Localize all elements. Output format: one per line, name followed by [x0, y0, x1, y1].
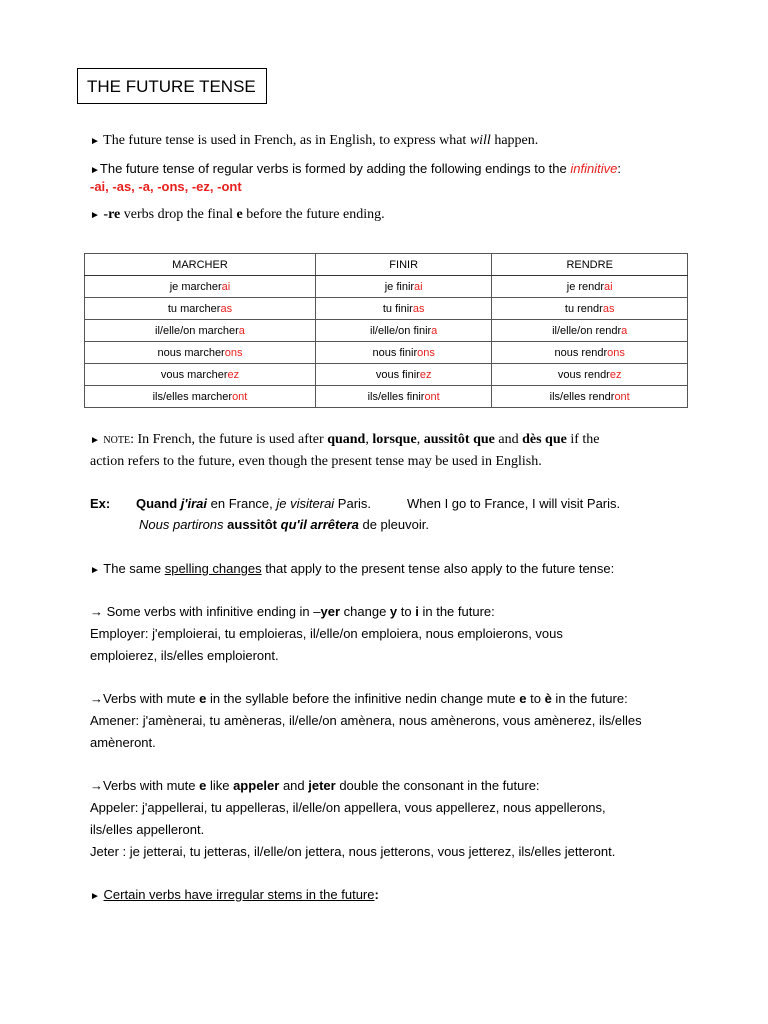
verb-ending: a — [431, 324, 438, 337]
table-row — [85, 298, 688, 320]
verb-ending: ai — [604, 280, 613, 293]
conjugation-table — [84, 253, 688, 408]
verb-ending: ez — [227, 368, 240, 381]
verb-ending: a — [238, 324, 245, 337]
table-cell — [492, 320, 688, 342]
verb-stem: nous rendr — [554, 346, 608, 359]
bullet-icon: ► — [90, 891, 100, 902]
table-cell — [315, 276, 491, 298]
table-header-row — [85, 254, 688, 276]
example-label: Ex: — [90, 496, 111, 511]
verb-ending: ons — [224, 346, 243, 359]
table-header-cell: MARCHER — [85, 254, 316, 276]
example-translation: When I go to France, I will visit Paris. — [407, 496, 621, 511]
verb-stem: tu rendr — [564, 302, 603, 315]
verb-ending: ont — [232, 390, 248, 403]
note-paragraph: ► NOTE: In French, the future is used after quand, lorsque, aussitôt que and dès que if the — [90, 432, 600, 447]
spelling-paragraph: ► The same spelling changes that apply to the present tense also apply to the future tense: — [90, 561, 615, 576]
verb-stem: il/elle/on finir — [370, 324, 432, 337]
verb-ending: as — [220, 302, 233, 315]
verb-ending: ont — [614, 390, 630, 403]
table-cell — [492, 298, 688, 320]
verb-ending: ez — [609, 368, 622, 381]
verb-ending: ai — [221, 280, 231, 293]
verb-stem: ils/elles finir — [367, 390, 425, 403]
table-cell — [85, 298, 316, 320]
irregular-stems-link: Certain verbs have irregular stems in the future — [103, 887, 375, 902]
verb-ending: ont — [424, 390, 440, 403]
table-cell — [492, 276, 688, 298]
intro-paragraph-2: ►The future tense of regular verbs is formed by adding the following endings to the infinitive: — [90, 161, 621, 176]
verb-ending: ai — [414, 280, 423, 293]
double-consonant-heading: →Verbs with mute e like appeler and jeter double the consonant in the future: — [90, 778, 540, 793]
verb-ending: as — [602, 302, 615, 315]
table-cell — [492, 386, 688, 408]
intro-paragraph-3: ► -re verbs drop the final e before the future ending. — [90, 207, 385, 222]
verb-stem: tu finir — [382, 302, 413, 315]
appeler-example-line-1: Appeler: j'appellerai, tu appelleras, il/elle/on appellera, vous appellerez, nous appellerons, — [90, 800, 606, 815]
mute-e-example-line-2: amèneront. — [90, 735, 156, 750]
table-cell — [85, 320, 316, 342]
example-line-1: Quand j'irai en France, je visiterai Paris. — [136, 496, 372, 511]
table-row — [85, 364, 688, 386]
verb-stem: ils/elles marcher — [152, 390, 233, 403]
table-cell — [85, 276, 316, 298]
verb-ending: as — [412, 302, 425, 315]
verb-stem: il/elle/on rendr — [552, 324, 622, 337]
table-row — [85, 320, 688, 342]
table-header-cell: RENDRE — [492, 254, 688, 276]
table-cell — [85, 364, 316, 386]
verb-stem: nous finir — [372, 346, 418, 359]
verb-stem: vous finir — [375, 368, 420, 381]
table-row — [85, 276, 688, 298]
table-cell — [492, 364, 688, 386]
verb-stem: vous rendr — [557, 368, 610, 381]
table-cell — [492, 342, 688, 364]
arrow-icon: → — [90, 691, 103, 706]
verb-ending: ons — [607, 346, 625, 359]
table-cell — [85, 386, 316, 408]
arrow-icon: → — [90, 604, 103, 619]
yer-example-line-2: emploierez, ils/elles emploieront. — [90, 648, 279, 663]
verb-stem: vous marcher — [160, 368, 228, 381]
table-cell — [315, 320, 491, 342]
mute-e-heading: →Verbs with mute e in the syllable before the infinitive nedin change mute e to è in the future: — [90, 691, 628, 706]
yer-heading: → Some verbs with infinitive ending in –yer change y to i in the future: — [90, 604, 495, 619]
table-cell — [315, 386, 491, 408]
verb-ending: ez — [419, 368, 432, 381]
mute-e-example-line-1: Amener: j'amènerai, tu amèneras, il/elle/on amènera, nous amènerons, vous amènerez, ils/elles — [90, 713, 642, 728]
intro-paragraph-1: ► The future tense is used in French, as in English, to express what will happen. — [90, 133, 539, 148]
endings-list: -ai, -as, -a, -ons, -ez, -ont — [90, 179, 242, 194]
verb-stem: nous marcher — [157, 346, 225, 359]
note-line-2: action refers to the future, even though the present tense may be used in English. — [90, 454, 542, 469]
verb-ending: a — [621, 324, 628, 337]
bullet-icon: ► — [90, 435, 100, 446]
table-cell — [85, 342, 316, 364]
verb-stem: tu marcher — [167, 302, 221, 315]
irregular-stems-paragraph: ► Certain verbs have irregular stems in the future: — [90, 887, 379, 902]
table-cell — [315, 364, 491, 386]
bullet-icon: ► — [90, 210, 100, 221]
appeler-example-line-2: ils/elles appelleront. — [90, 822, 205, 837]
example-line-2: Nous partirons aussitôt qu'il arrêtera de pleuvoir. — [139, 517, 429, 532]
arrow-icon: → — [90, 778, 103, 793]
table-header-cell: FINIR — [315, 254, 491, 276]
table-row — [85, 342, 688, 364]
verb-stem: je marcher — [169, 280, 222, 293]
verb-stem: je rendr — [566, 280, 605, 293]
table-cell — [315, 298, 491, 320]
table-cell — [315, 342, 491, 364]
bullet-icon: ► — [90, 565, 100, 576]
verb-stem: ils/elles rendr — [549, 390, 615, 403]
spelling-changes-link: spelling changes — [164, 561, 262, 576]
yer-example-line-1: Employer: j'emploierai, tu emploieras, il/elle/on emploiera, nous emploierons, vous — [90, 626, 563, 641]
page-title: THE FUTURE TENSE — [77, 68, 267, 104]
bullet-icon: ► — [90, 136, 100, 147]
jeter-example-line: Jeter : je jetterai, tu jetteras, il/elle/on jettera, nous jetterons, vous jetterez, ils/elles jetteront. — [90, 844, 616, 859]
note-label: NOTE — [103, 435, 131, 446]
verb-ending: ons — [417, 346, 435, 359]
verb-stem: il/elle/on marcher — [155, 324, 239, 337]
table-row — [85, 386, 688, 408]
verb-stem: je finir — [384, 280, 415, 293]
bullet-icon: ► — [90, 165, 100, 176]
